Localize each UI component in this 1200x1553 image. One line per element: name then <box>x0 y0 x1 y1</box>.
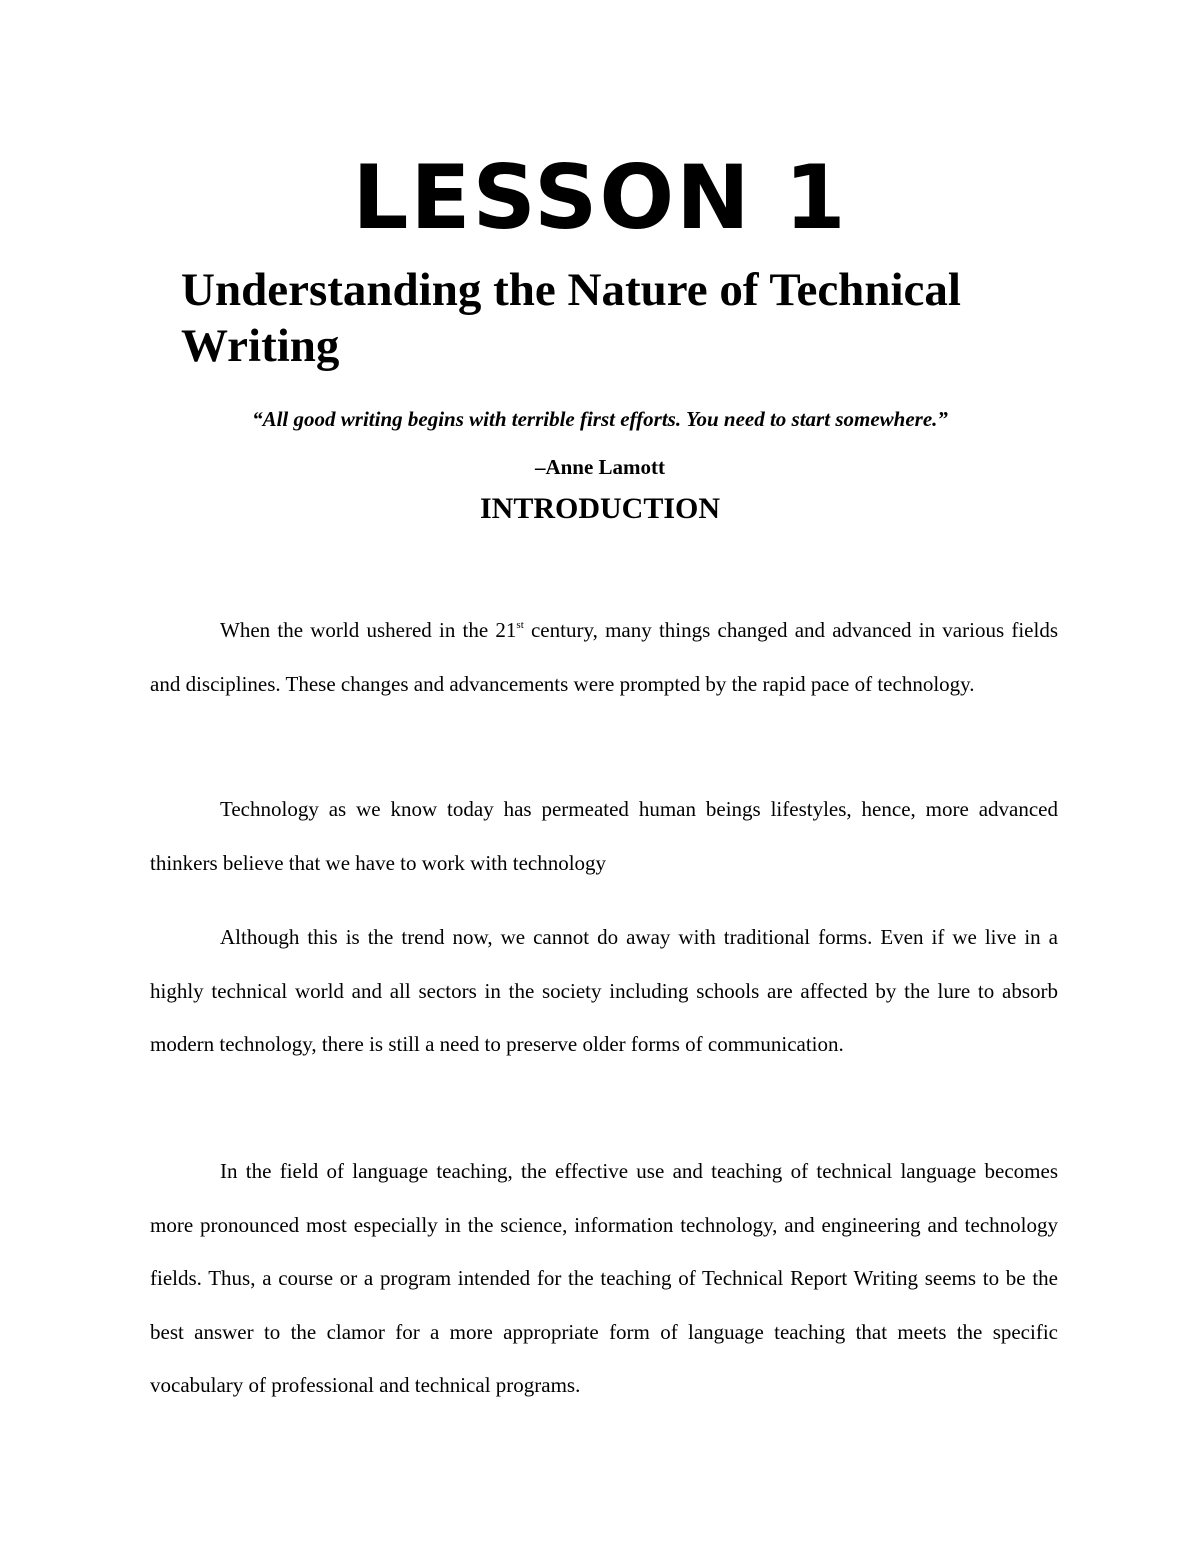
paragraph-3-text: Although this is the trend now, we cannot do away with traditional forms. Even if we live in a highly technical world and all sectors in the society including schools are affected by the lure to absorb modern technology, there is still a need to preserve older forms of communication. <box>150 925 1058 1056</box>
lesson-title: LESSON 1 <box>352 146 848 249</box>
paragraph-4-text: In the field of language teaching, the effective use and teaching of technical language becomes more pronounced most especially in the science, information technology, and engineering and technology fields. Thus, a course or a program intended for the teaching of Technical Report Writing seems to be the best answer to the clamor for a more appropriate form of language teaching that meets the specific vocabulary of professional and technical programs. <box>150 1159 1058 1397</box>
body-paragraph-1 <box>150 604 1058 711</box>
paragraph-1-text-start: When the world ushered in the 21 <box>220 618 517 642</box>
paragraph-2-text: Technology as we know today has permeated human beings lifestyles, hence, more advanced thinkers believe that we have to work with technology <box>150 797 1058 875</box>
epigraph-author: –Anne Lamott <box>534 455 666 479</box>
lesson-subtitle: Understanding the Nature of Technical Writing <box>181 264 961 372</box>
body-paragraph-4 <box>150 1145 1058 1413</box>
body-paragraph-2 <box>150 783 1058 890</box>
epigraph-quote: “All good writing begins with terrible first efforts. You need to start somewhere.” <box>252 407 948 431</box>
body-paragraph-3 <box>150 911 1058 1072</box>
ordinal-suffix: st <box>516 619 524 631</box>
section-heading-introduction: INTRODUCTION <box>479 492 721 525</box>
paragraph-1-text-end: century, many things changed and advanced in various fields and disciplines. These changes and advancements were prompted by the rapid pace of technology. <box>150 618 1058 696</box>
